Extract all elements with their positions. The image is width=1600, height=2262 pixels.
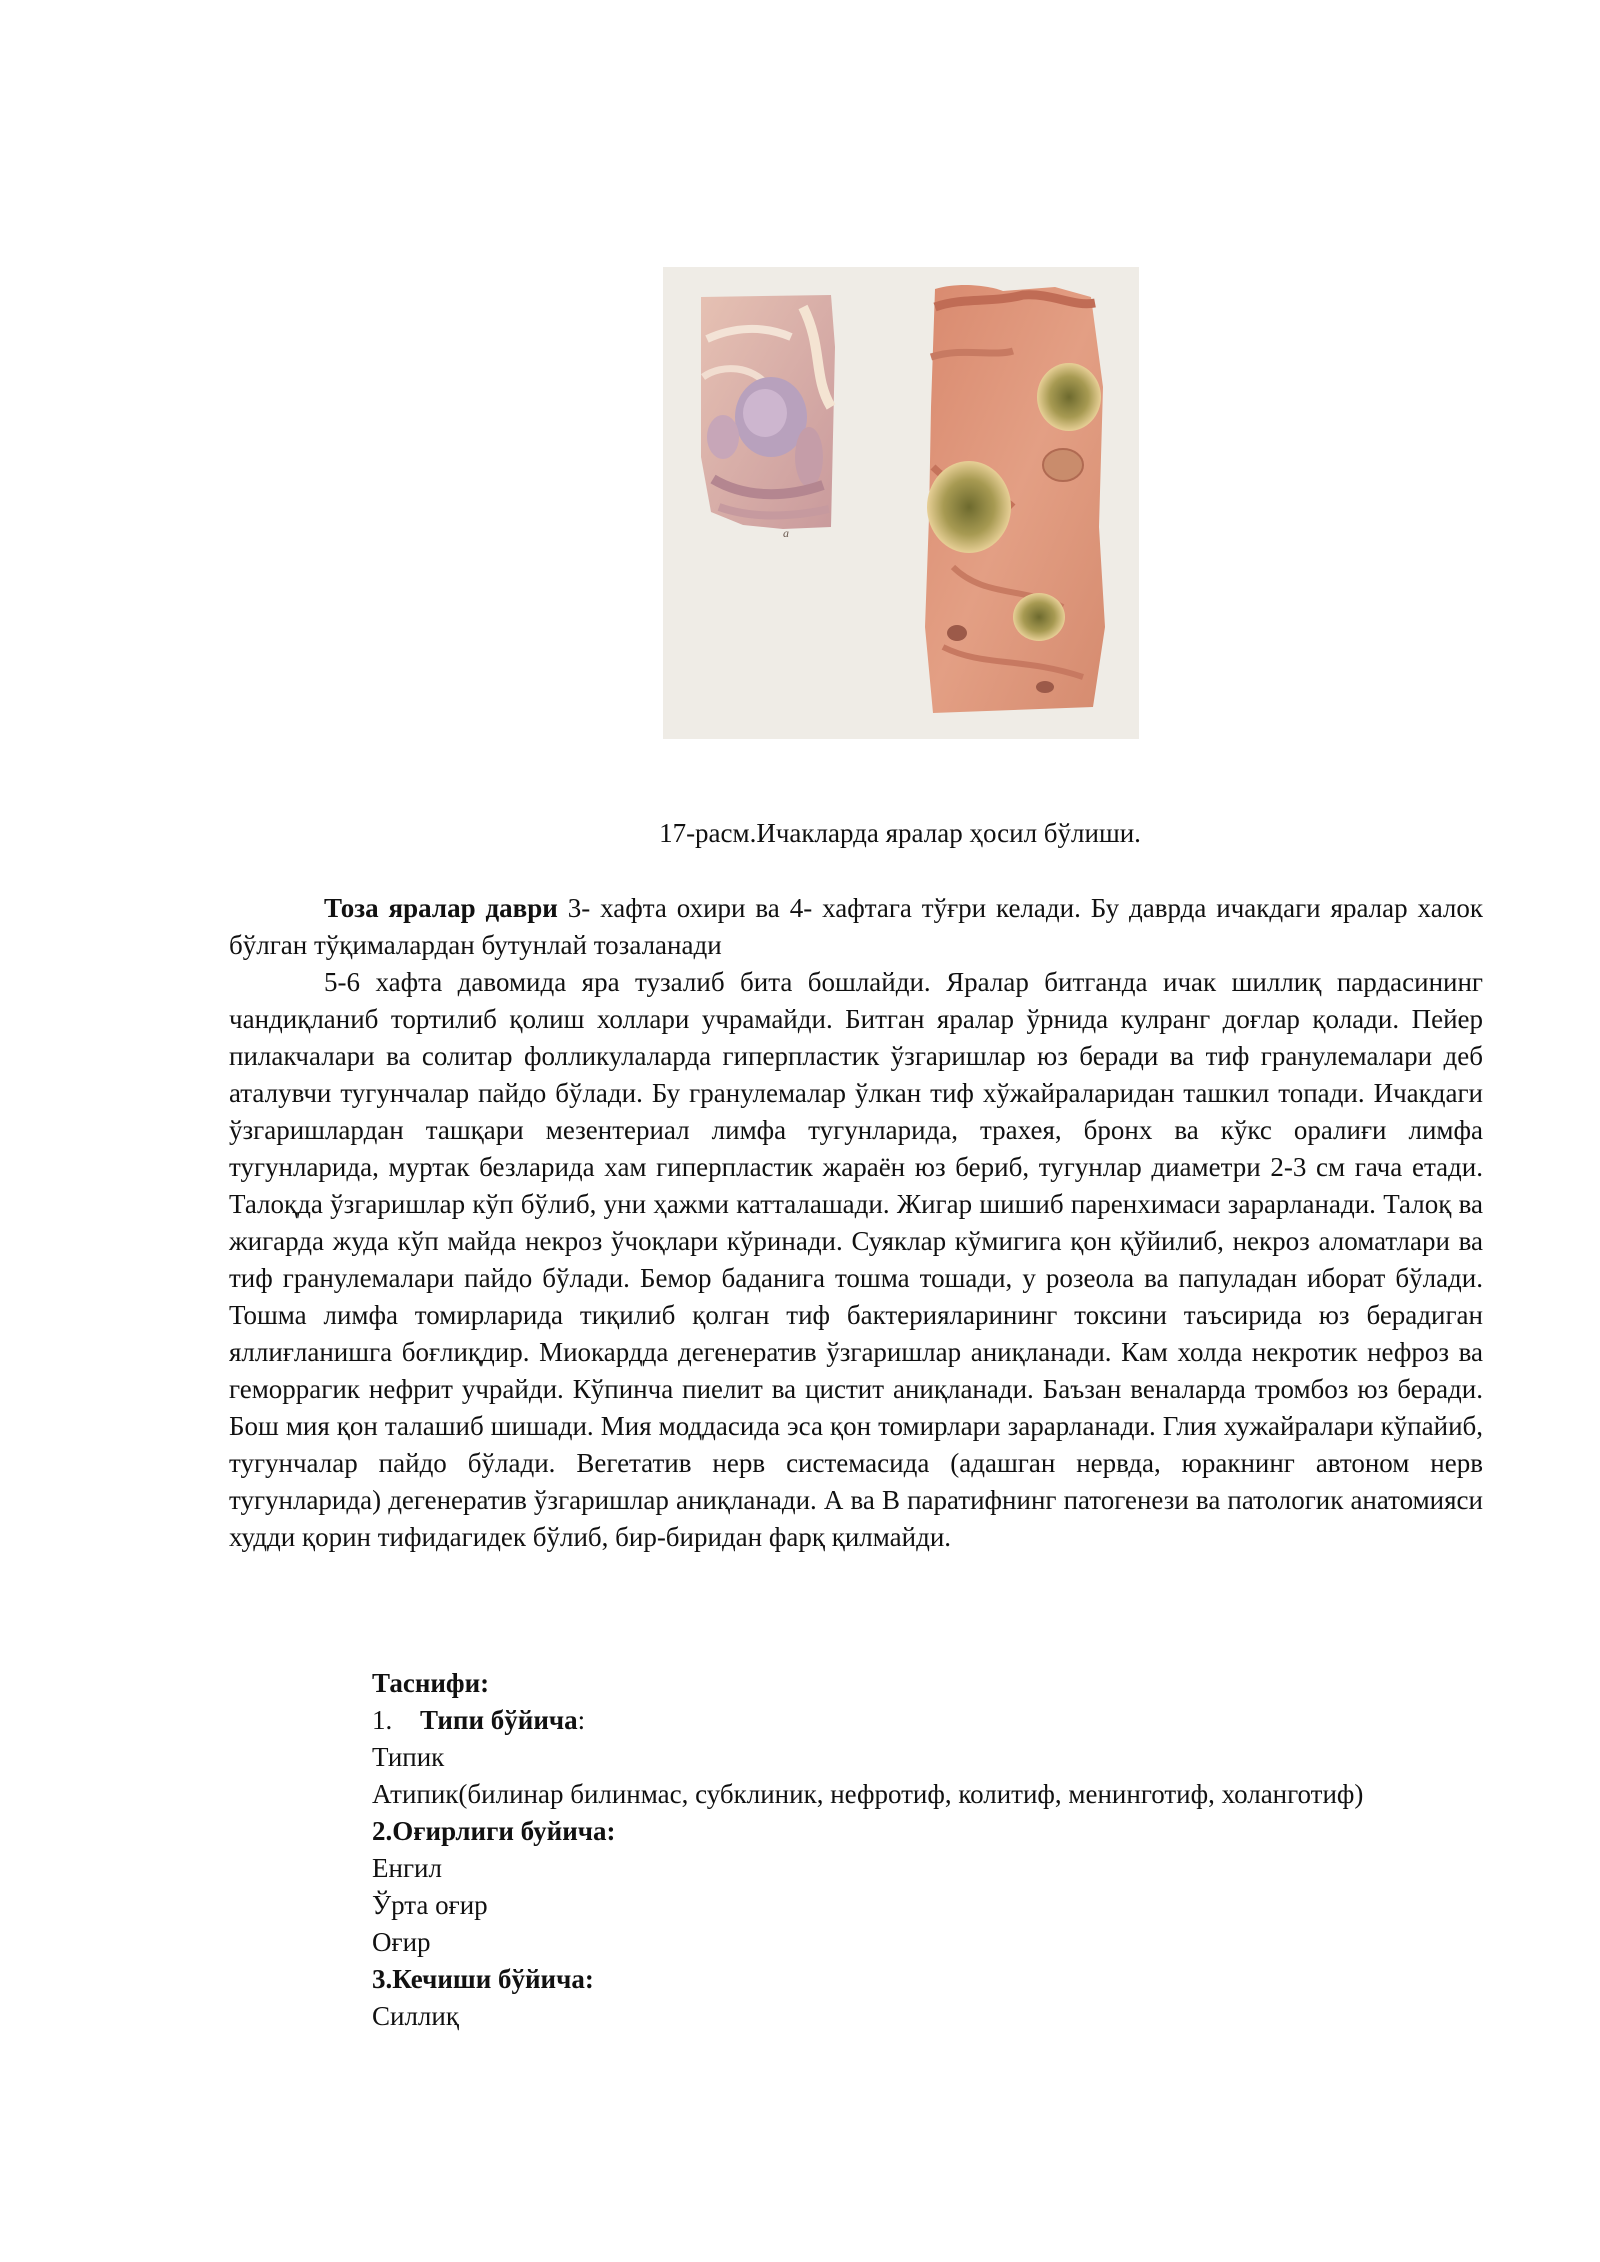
section3-item: Силлиқ bbox=[372, 2001, 459, 2031]
section1-heading bbox=[372, 1702, 1483, 1739]
classification-section bbox=[372, 1665, 1483, 2035]
section2-item: Енгил bbox=[372, 1853, 442, 1883]
paragraph-clean-ulcers bbox=[229, 890, 1483, 964]
figure-caption: 17-расм.Ичакларда яралар ҳосил бўлиши. bbox=[659, 818, 1141, 848]
paragraph-body: 3- хафта охири ва 4- хафтага тўғри келади. Бу даврда ичакдаги яралар халок бўлган тўқималардан бутунлай тозаланади bbox=[229, 893, 1484, 960]
figure-illustration bbox=[663, 267, 1139, 739]
main-text bbox=[229, 890, 1483, 1556]
section1-heading-text: Типи бўйича bbox=[420, 1705, 578, 1735]
ulcer-2 bbox=[927, 461, 1011, 553]
section2-heading: 2.Оғирлиги буйича: bbox=[372, 1816, 616, 1846]
section1-item: Типик bbox=[372, 1742, 445, 1772]
left-specimen bbox=[701, 295, 835, 529]
ulcer-3 bbox=[1013, 593, 1065, 641]
classification-title: Таснифи: bbox=[372, 1668, 490, 1698]
paragraph-healing: 5-6 хафта давомида яра тузалиб бита бошлайди. Яралар битганда ичак шиллиқ пардасининг чандиқланиб тортилиб қолиш холлари учрамайди. Битган яралар ўрнида кулранг доғлар қолади. Пейер пилакчалари ва солитар фолликулаларда гиперпластик ўзгаришлар юз беради ва тиф гранулемалари деб аталувчи тугунчалар пайдо бўлади. Бу гранулемалар ўлкан тиф хўжайраларидан ташкил топади. Ичакдаги ўзгаришлардан ташқари мезентериал лимфа тугунларида, трахея, бронх ва кўкс оралиғи лимфа тугунларида, муртак безларида хам гиперпластик жараён юз бериб, тугунлар диаметри 2-3 см гача етади. Талоқда ўзгаришлар кўп бўлиб, уни ҳажми катталашади. Жигар шишиб паренхимаси зарарланади. Талоқ ва жигарда жуда кўп майда некроз ўчоқлари кўринади. Суяклар кўмигига қон қўйилиб, некроз аломатлари ва тиф гранулемалари пайдо бўлади. Бемор баданига тошма тошади, у розеола ва папуладан иборат бўлади. Тошма лимфа томирларида тиқилиб қолган тиф бактерияларининг токсини таъсирида юз берадиган яллиғланишга боғлиқдир. Миокардда дегенератив ўзгаришлар аниқланади. Кам холда некротик нефроз ва геморрагик нефрит учрайди. Кўпинча пиелит ва цистит аниқланади. Баъзан веналарда тромбоз юз беради. Бош мия қон талашиб шишади. Мия моддасида эса қон томирлари зарарланади. Глия хужайралари кўпайиб, тугунчалар пайдо бўлади. Вегетатив нерв системасида (адашган нервда, юракнинг автоном нерв тугунларида) дегенератив ўзгаришлар аниқланади. А ва В паратифнинг патогенези ва патологик анатомияси худди қорин тифидагидек бўлиб, бир-биридан фарқ қилмайди. bbox=[229, 967, 1483, 1552]
section1-colon: : bbox=[577, 1705, 586, 1735]
paragraph-lead-bold: Тоза яралар даври bbox=[324, 893, 558, 923]
ulcer-1 bbox=[1037, 363, 1101, 431]
section2-item: Ўрта оғир bbox=[372, 1890, 488, 1920]
figure-sublabel: а bbox=[783, 526, 789, 540]
section1-number: 1. bbox=[372, 1705, 393, 1735]
section1-item: Атипик(билинар билинмас, субклиник, нефротиф, колитиф, менинготиф, холанготиф) bbox=[372, 1779, 1364, 1809]
section3-heading: 3.Кечиши бўйича: bbox=[372, 1964, 594, 1994]
right-specimen bbox=[925, 285, 1105, 713]
section2-item: Оғир bbox=[372, 1927, 431, 1957]
intestine-ulcers-illustration bbox=[663, 267, 1139, 739]
